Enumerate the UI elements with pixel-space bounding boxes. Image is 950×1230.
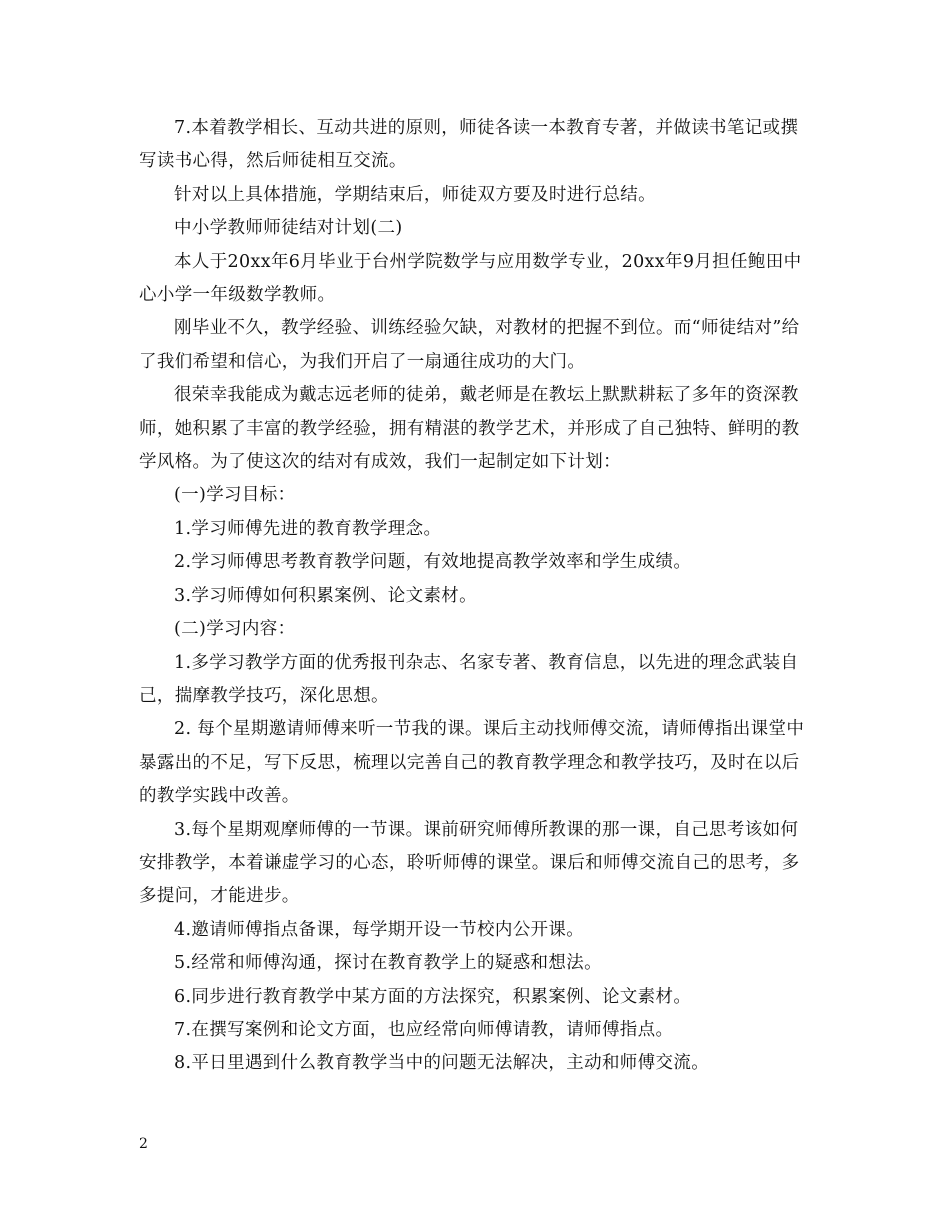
section-title: 中小学教师师徒结对计划(二) [174,218,403,239]
heading-goals: (一)学习目标： [174,485,296,506]
content-item-6: 6.同步进行教育教学中某方面的方法探究，积累案例、论文素材。 [174,986,692,1007]
content-item-1: 1.多学习教学方面的优秀报刊杂志、名家专著、教育信息，以先进的理念武装自己，揣摩教学技巧，深化思想。 [139,652,799,706]
paragraph-summary: 针对以上具体措施，学期结束后，师徒双方要及时进行总结。 [174,184,656,205]
content-item-5: 5.经常和师傅沟通，探讨在教育教学上的疑惑和想法。 [174,953,602,974]
content-item-4: 4.邀请师傅指点备课，每学期开设一节校内公开课。 [174,919,585,940]
page-number: 2 [139,1136,148,1152]
content-item-8: 8.平日里遇到什么教育教学当中的问题无法解决，主动和师傅交流。 [174,1053,710,1074]
document-body [139,112,813,1081]
goal-item-3: 3.学习师傅如何积累案例、论文素材。 [174,585,477,606]
content-item-7: 7.在撰写案例和论文方面，也应经常向师傅请教，请师傅指点。 [174,1019,674,1040]
paragraph-background: 刚毕业不久，教学经验、训练经验欠缺，对教材的把握不到位。而“师徒结对”给了我们希望和信心，为我们开启了一扇通往成功的大门。 [139,318,800,372]
paragraph-mentor: 很荣幸我能成为戴志远老师的徒弟，戴老师是在教坛上默默耕耘了多年的资深教师，她积累了丰富的教学经验，拥有精湛的教学艺术，并形成了自己独特、鲜明的教学风格。为了使这次的结对有成效，我们一起制定如下计划： [139,385,800,473]
goal-item-1: 1.学习师傅先进的教育教学理念。 [174,518,442,539]
paragraph-introduction: 本人于20xx年6月毕业于台州学院数学与应用数学专业，20xx年9月担任鲍田中心小学一年级数学教师。 [139,251,802,306]
content-item-2: 2. 每个星期邀请师傅来听一节我的课。课后主动找师傅交流，请师傅指出课堂中暴露出的不足，写下反思，梳理以完善自己的教育教学理念和教学技巧，及时在以后的教学实践中改善。 [139,719,805,807]
goal-item-2: 2.学习师傅思考教育教学问题，有效地提高教学效率和学生成绩。 [174,552,692,573]
paragraph-study-exchange: 7.本着教学相长、互动共进的原则，师徒各读一本教育专著，并做读书笔记或撰写读书心得，然后师徒相互交流。 [139,118,799,172]
heading-content: (二)学习内容： [174,619,296,640]
content-item-3: 3.每个星期观摩师傅的一节课。课前研究师傅所教课的那一课，自己思考该如何安排教学，本着谦虚学习的心态，聆听师傅的课堂。课后和师傅交流自己的思考，多多提问，才能进步。 [139,819,800,907]
